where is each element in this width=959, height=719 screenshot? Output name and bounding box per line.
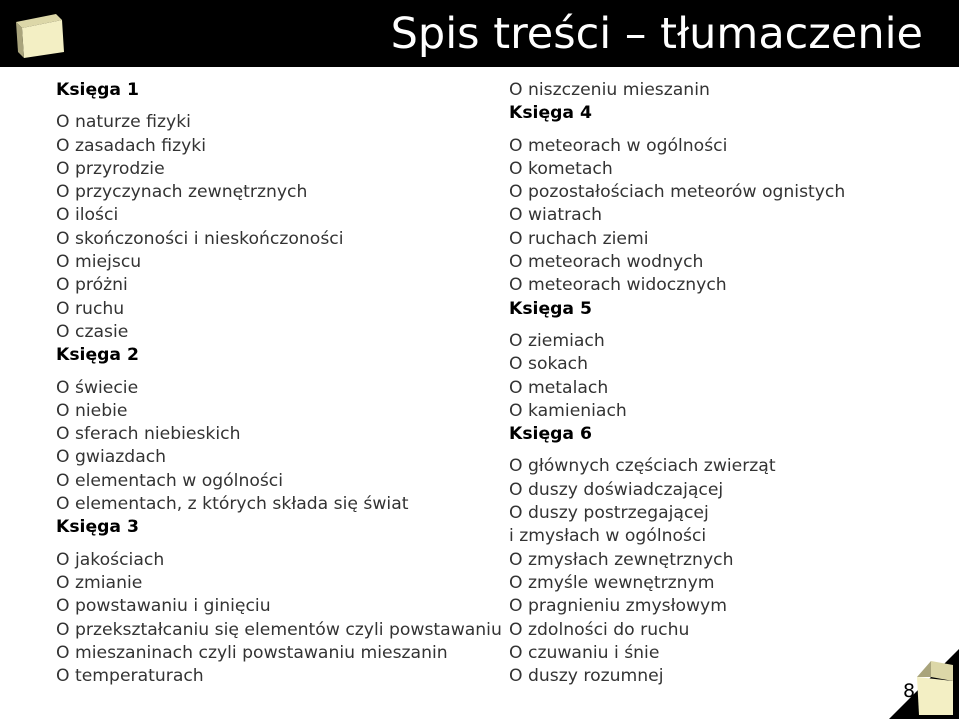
toc-item: O meteorach wodnych [509,252,704,273]
toc-item: O skończoności i nieskończoności [56,228,344,249]
toc-item: O pragnieniu zmysłowym [509,596,727,617]
toc-item: O duszy rozumnej [509,666,664,687]
toc-item: i zmysłach w ogólności [509,526,707,547]
toc-item: O temperaturach [56,666,204,687]
toc-left-column [56,79,501,688]
toc-item: O jakościach [56,549,165,570]
toc-item: O przyczynach zewnętrznych [56,182,308,203]
toc-item: O miejscu [56,252,142,273]
book-heading: Księga 1 [56,80,139,100]
page-number: 8 [903,680,916,702]
toc-item: O przyrodzie [56,158,165,179]
toc-item: O ruchu [56,298,125,319]
toc-item: O głównych częściach zwierząt [509,456,776,477]
toc-item: O czasie [56,321,129,342]
toc-item: O próżni [56,275,128,296]
toc-item: O elementach w ogólności [56,470,284,491]
toc-item: O zmianie [56,572,143,593]
toc-item: O metalach [509,377,609,398]
toc-item: O zmyśle wewnętrznym [509,572,715,593]
toc-item: O kometach [509,158,613,179]
toc-item: O zasadach fizyki [56,135,207,156]
book-heading: Księga 4 [509,103,592,124]
toc-item: O duszy postrzegającej [509,503,709,524]
toc-item: O meteorach w ogólności [509,135,728,156]
toc-item: O ilości [56,205,119,226]
toc-item: O kamieniach [509,400,627,421]
toc-item: O ruchach ziemi [509,228,649,249]
toc-item: O duszy doświadczającej [509,479,724,500]
toc-item: O przekształcaniu się elementów czyli powstawaniu [56,619,502,640]
slide-title: Spis treści – tłumaczenie [390,9,923,59]
book-heading: Księga 5 [509,298,592,319]
corner-cube-decoration-icon [849,619,959,719]
toc-item: O naturze fizyki [56,112,191,133]
toc-item: O elementach, z których składa się świat [56,494,409,515]
book-heading: Księga 3 [56,517,139,538]
toc-item: O wiatrach [509,205,603,226]
book-heading: Księga 6 [509,424,592,445]
toc-item: O powstawaniu i ginięciu [56,596,271,617]
toc-item: O meteorach widocznych [509,275,727,296]
toc-item: O mieszaninach czyli powstawaniu mieszanin [56,642,448,663]
toc-item: O sokach [509,354,588,375]
toc-right-column [509,79,889,688]
toc-item: O świecie [56,377,139,398]
toc-item: O ziemiach [509,330,605,351]
toc-item: O niszczeniu mieszanin [509,80,710,100]
toc-item: O sferach niebieskich [56,424,241,445]
toc-item: O gwiazdach [56,447,167,468]
toc-item: O pozostałościach meteorów ognistych [509,182,846,203]
cube-logo-icon [10,8,66,60]
toc-item: O zdolności do ruchu [509,619,690,640]
toc-item: O czuwaniu i śnie [509,642,660,663]
toc-item: O zmysłach zewnętrznych [509,549,734,570]
toc-item: O niebie [56,400,128,421]
book-heading: Księga 2 [56,345,139,366]
